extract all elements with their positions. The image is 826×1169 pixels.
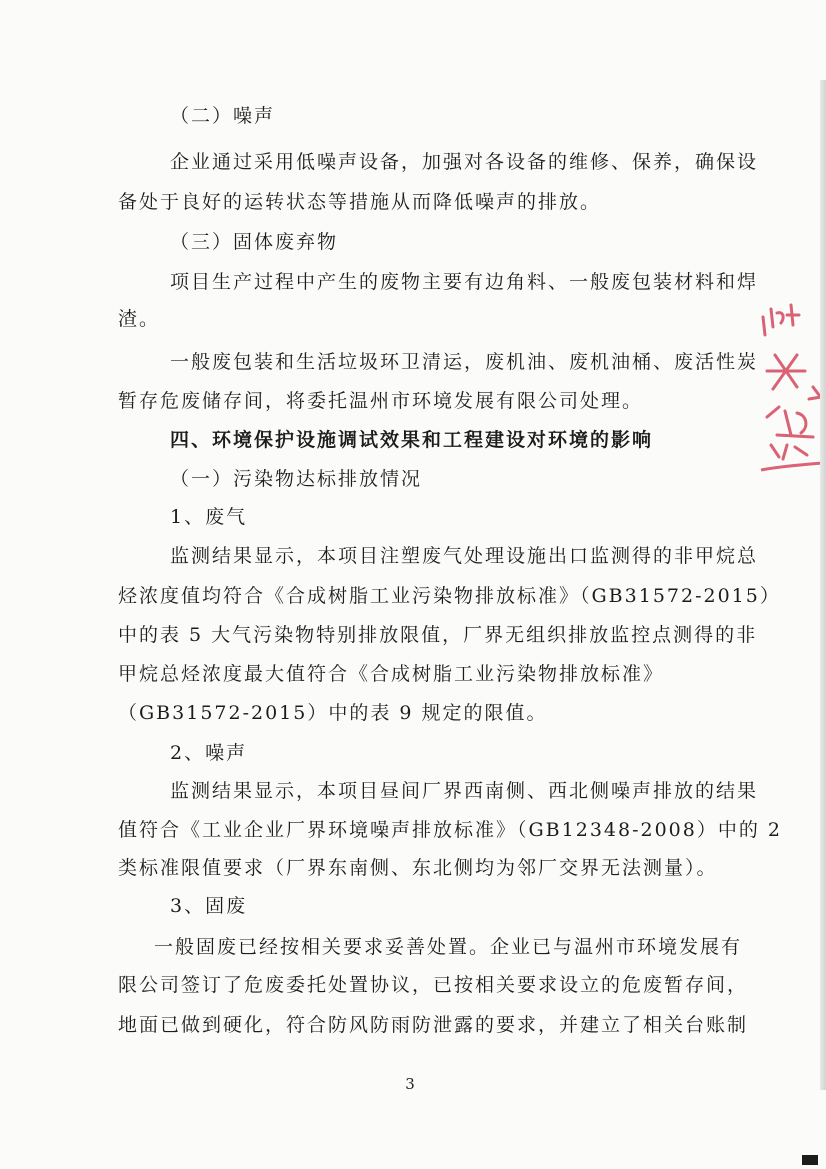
seal-stamp — [757, 295, 826, 475]
paragraph-line: 限公司签订了危废委托处置协议，已按相关要求设立的危废暂存间， — [118, 974, 749, 996]
subsection-heading-noise: （二）噪声 — [170, 105, 276, 127]
subsection-heading-pollutants: （一）污染物达标排放情况 — [170, 468, 423, 490]
paragraph-line: 监测结果显示，本项目注塑废气处理设施出口监测得的非甲烷总 — [170, 545, 759, 567]
item-heading-exhaust: 1、废气 — [170, 506, 248, 528]
paragraph-line: 渣。 — [118, 308, 161, 330]
subsection-heading-solid-waste: （三）固体废弃物 — [170, 231, 339, 253]
paragraph-line: 企业通过采用低噪声设备，加强对各设备的维修、保养，确保设 — [170, 151, 759, 173]
paragraph-line: 一般废包装和生活垃圾环卫清运，废机油、废机油桶、废活性炭 — [170, 351, 759, 373]
paragraph-line: 一般固废已经按相关要求妥善处置。企业已与温州市环境发展有 — [154, 936, 743, 958]
paragraph-line: 暂存危废储存间，将委托温州市环境发展有限公司处理。 — [118, 390, 644, 412]
paragraph-line: 类标准限值要求（厂界东南侧、东北侧均为邻厂交界无法测量）。 — [118, 857, 718, 879]
paragraph-line: （GB31572-2015）中的表 9 规定的限值。 — [118, 702, 548, 724]
paragraph-line: 备处于良好的运转状态等措施从而降低噪声的排放。 — [118, 191, 602, 213]
scan-corner-mark — [802, 1155, 818, 1165]
paragraph-line: 值符合《工业企业厂界环境噪声排放标准》（GB12348-2008）中的 2 — [118, 819, 782, 841]
section-heading-4: 四、环境保护设施调试效果和工程建设对环境的影响 — [170, 429, 654, 451]
paragraph-line: 烃浓度值均符合《合成树脂工业污染物排放标准》（GB31572-2015） — [118, 585, 781, 607]
paragraph-line: 项目生产过程中产生的废物主要有边角料、一般废包装材料和焊 — [170, 271, 759, 293]
paragraph-line: 地面已做到硬化，符合防风防雨防泄露的要求，并建立了相关台账制 — [118, 1014, 749, 1036]
paragraph-line: 中的表 5 大气污染物特别排放限值，厂界无组织排放监控点测得的非 — [118, 624, 758, 646]
paragraph-line: 监测结果显示，本项目昼间厂界西南侧、西北侧噪声排放的结果 — [170, 780, 759, 802]
paragraph-line: 甲烷总烃浓度最大值符合《合成树脂工业污染物排放标准》 — [118, 663, 665, 685]
page-number: 3 — [405, 1075, 415, 1093]
item-heading-solid-waste: 3、固废 — [170, 895, 248, 917]
page-edge-shadow — [820, 80, 826, 1090]
item-heading-noise: 2、噪声 — [170, 742, 248, 764]
